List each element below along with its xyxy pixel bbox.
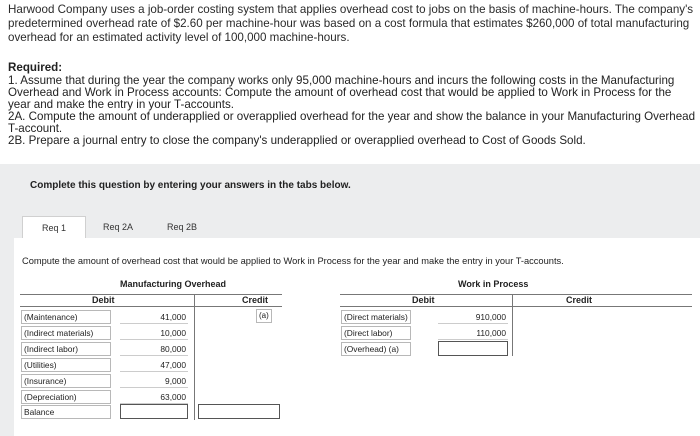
mo-row-amount[interactable]: 63,000 (120, 390, 188, 404)
mo-credit-header: Credit (242, 295, 269, 305)
tab-req-1[interactable]: Req 1 (22, 216, 86, 238)
wip-row-label: (Direct materials) (341, 310, 411, 324)
mo-row-amount[interactable]: 47,000 (120, 358, 188, 372)
mo-row-amount[interactable]: 80,000 (120, 342, 188, 356)
wip-row-amount[interactable]: 910,000 (438, 310, 508, 324)
panel-heading: Complete this question by entering your answers in the tabs below. (30, 180, 351, 191)
mo-row-label: (Utilities) (21, 358, 111, 372)
wip-title: Work in Process (458, 279, 529, 289)
instruction-text: Compute the amount of overhead cost that would be applied to Work in Process for the year and make the entry in your T-accounts. (22, 256, 564, 266)
mo-row-label: (Insurance) (21, 374, 111, 388)
mo-balance-credit-input[interactable] (198, 404, 280, 419)
wip-top-rule (340, 294, 692, 295)
mo-credit-entry: (a) (256, 309, 272, 323)
mo-row-label: (Depreciation) (21, 390, 111, 404)
required-list (8, 75, 696, 147)
mo-row-label: (Indirect labor) (21, 342, 111, 356)
wip-credit-header: Credit (566, 295, 593, 305)
tab-req-2b[interactable]: Req 2B (166, 222, 198, 232)
wip-row-amount[interactable]: 110,000 (438, 326, 508, 340)
tab-bar (22, 216, 214, 238)
required-item-2a: 2A. Compute the amount of underapplied or overapplied overhead for the year and show the balance in your Manufacturing Overhead T-account. (8, 110, 696, 135)
mo-center-rule (194, 294, 195, 420)
tab-req-2a[interactable]: Req 2A (102, 222, 134, 232)
mo-row-amount[interactable]: 10,000 (120, 326, 188, 340)
mo-row-amount[interactable]: 41,000 (120, 310, 188, 324)
mo-row-label: (Indirect materials) (21, 326, 111, 340)
wip-row-label: (Direct labor) (341, 326, 411, 340)
mo-header-rule (20, 306, 282, 307)
required-item-1: 1. Assume that during the year the company works only 95,000 machine-hours and incurs the following costs in the Manufacturing Overhead and Work in Process accounts: Compute the amount of overhead cost that would be applied to Work in Process for the year and make the entry in your T-accounts. (8, 74, 675, 111)
wip-header-rule (340, 306, 692, 307)
wip-row-label: (Overhead) (a) (341, 342, 411, 356)
required-item-2b: 2B. Prepare a journal entry to close the company's underapplied or overapplied overhead to Cost of Goods Sold. (8, 134, 586, 147)
wip-debit-header: Debit (412, 295, 435, 305)
required-title: Required: (8, 61, 63, 74)
mo-title: Manufacturing Overhead (120, 279, 227, 289)
problem-statement (8, 3, 696, 45)
mo-row-amount[interactable]: 9,000 (120, 374, 188, 388)
mo-balance-input[interactable] (120, 404, 188, 419)
tab-content (14, 238, 700, 436)
mo-balance-label: Balance (21, 405, 111, 419)
problem-paragraph: Harwood Company uses a job-order costing system that applies overhead cost to jobs on the basis of machine-hours. The company's predetermined overhead rate of $2.60 per machine-hour was based on a cost formula that estimates $260,000 of total manufacturing overhead for an estimated activity level of 100,000 machine-hours. (8, 3, 694, 44)
wip-center-rule (512, 294, 513, 356)
answer-panel (0, 164, 700, 436)
mo-row-label: (Maintenance) (21, 310, 111, 324)
mo-debit-header: Debit (92, 295, 115, 305)
wip-overhead-input[interactable] (438, 341, 508, 356)
